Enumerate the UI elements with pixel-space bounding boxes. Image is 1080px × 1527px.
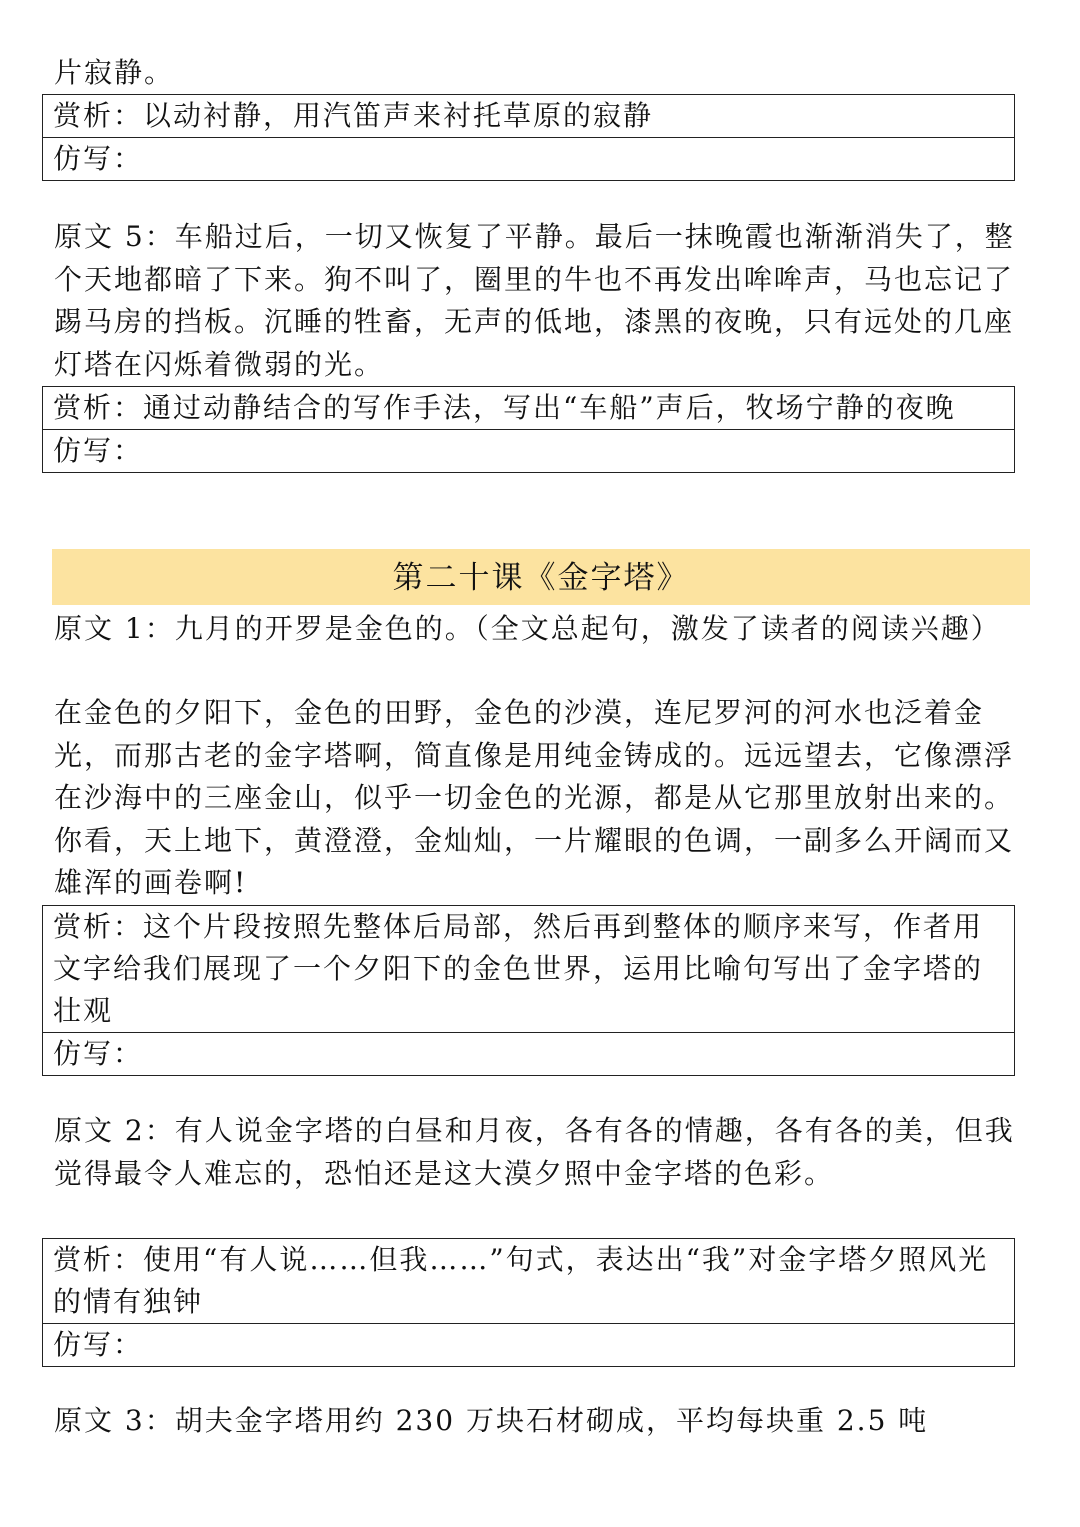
passage-2: 原文 2：有人说金字塔的白昼和月夜，各有各的情趣，各有各的美，但我觉得最令人难忘的，恐怕还是这大漠夕照中金字塔的色彩。 xyxy=(54,1114,1015,1190)
analysis-row: 赏析：以动衬静，用汽笛声来衬托草原的寂静 xyxy=(53,99,654,132)
top-fragment: 片寂静。 xyxy=(54,56,175,89)
analysis-row: 赏析：通过动静结合的写作手法，写出“车船”声后，牧场宁静的夜晚 xyxy=(53,391,956,424)
passage-3: 原文 3：胡夫金字塔用约 230 万块石材砌成，平均每块重 2.5 吨 xyxy=(54,1404,929,1437)
imitation-row: 仿写： xyxy=(43,1323,1014,1366)
passage-1-body: 在金色的夕阳下，金色的田野，金色的沙漠，连尼罗河的河水也泛着金光，而那古老的金字塔啊，简直像是用纯金铸成的。远远望去，它像漂浮在沙海中的三座金山，似乎一切金色的光源，都是从它那里放射出来的。你看，天上地下，黄澄澄，金灿灿，一片耀眼的色调，一副多么开阔而又雄浑的画卷啊! xyxy=(54,696,1015,899)
passage-1: 原文 1：九月的开罗是金色的。（全文总起句，激发了读者的阅读兴趣） xyxy=(54,612,1001,645)
analysis-row: 赏析：这个片段按照先整体后局部，然后再到整体的顺序来写，作者用文字给我们展现了一个夕阳下的金色世界，运用比喻句写出了金字塔的壮观 xyxy=(53,910,984,1027)
analysis-table-c xyxy=(42,905,1015,1076)
analysis-row: 赏析：使用“有人说……但我……”句式，表达出“我”对金字塔夕照风光的情有独钟 xyxy=(53,1243,989,1318)
analysis-table-d xyxy=(42,1238,1015,1367)
imitation-row: 仿写： xyxy=(43,1032,1014,1075)
lesson-title: 第二十课《金字塔》 xyxy=(52,549,1030,605)
imitation-row: 仿写： xyxy=(43,429,1014,472)
imitation-row: 仿写： xyxy=(43,137,1014,180)
analysis-table-a xyxy=(42,94,1015,181)
analysis-table-b xyxy=(42,386,1015,473)
passage-5: 原文 5：车船过后，一切又恢复了平静。最后一抹晚霞也渐渐消失了，整个天地都暗了下来。狗不叫了，圈里的牛也不再发出哞哞声，马也忘记了踢马房的挡板。沉睡的牲畜，无声的低地，漆黑的夜晚，只有远处的几座灯塔在闪烁着微弱的光。 xyxy=(54,220,1015,381)
